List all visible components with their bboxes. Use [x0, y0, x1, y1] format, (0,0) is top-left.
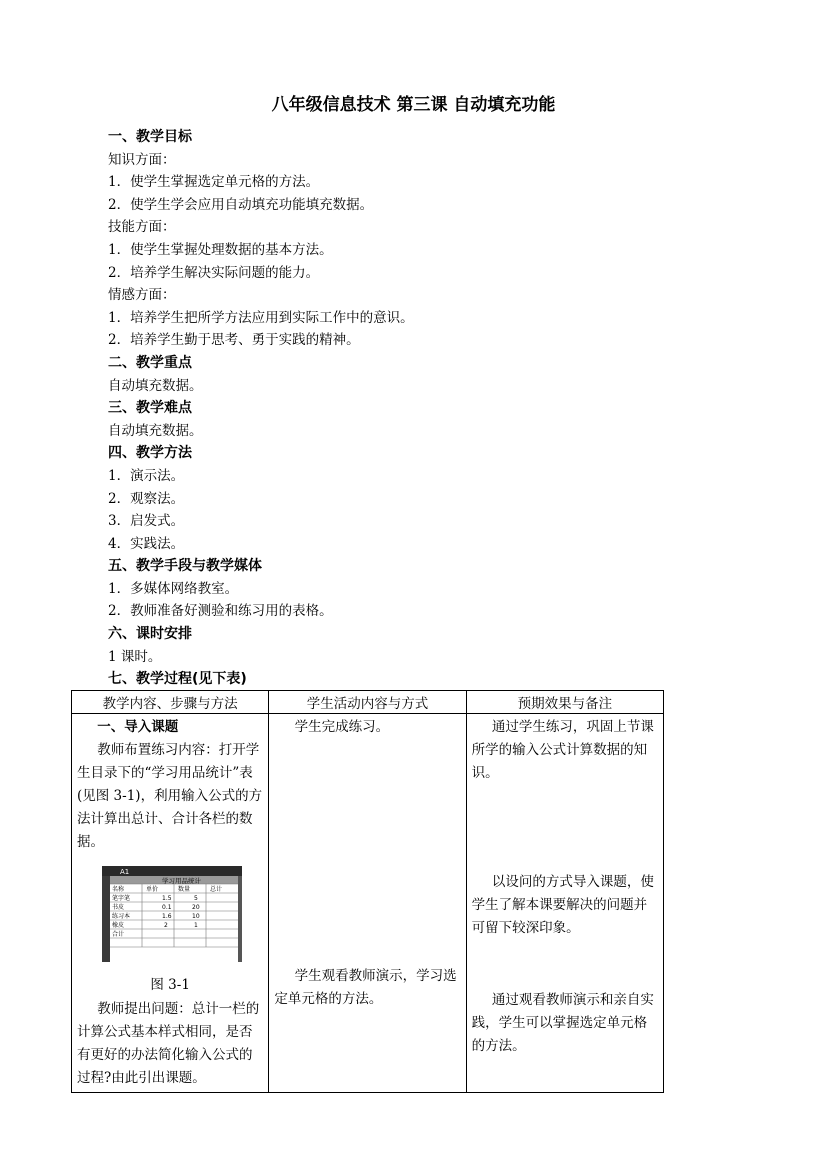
paragraph: 通过学生练习，巩固上节课所学的输入公式计算数据的知识。 — [471, 719, 654, 781]
table-cell-content — [466, 714, 663, 1093]
text-line: 2．教师准备好测验和练习用的表格。 — [108, 603, 333, 620]
text-line: 2．观察法。 — [108, 490, 185, 507]
table-header-cell: 学生活动内容与方式 — [269, 691, 466, 714]
text-line: 1．演示法。 — [108, 467, 185, 484]
text-line: 自动填充数据。 — [108, 377, 203, 394]
table-cell-content — [72, 714, 269, 1093]
svg-text:练习本: 练习本 — [112, 913, 131, 920]
svg-text:20: 20 — [192, 904, 200, 911]
text-line: 2．培养学生勤于思考、勇于实践的精神。 — [108, 332, 360, 349]
svg-text:1.5: 1.5 — [162, 895, 172, 902]
table-header-cell: 教学内容、步骤与方法 — [72, 691, 269, 714]
cell-ref-label: A1 — [120, 868, 130, 876]
table-row — [72, 714, 664, 1093]
figure-caption: 图 3-1 — [150, 977, 190, 993]
svg-text:名称: 名称 — [112, 886, 125, 893]
section-heading: 七、教学过程(见下表) — [108, 671, 247, 688]
table-cell-content — [269, 714, 466, 1093]
svg-text:5: 5 — [194, 895, 198, 902]
spreadsheet-screenshot — [102, 866, 242, 962]
spreadsheet-figure — [102, 866, 242, 962]
paragraph: 教师布置练习内容：打开学生目录下的“学习用品统计”表(见图 3-1)，利用输入公式的方法计算出总计、合计各栏的数据。 — [77, 742, 263, 850]
svg-text:书皮: 书皮 — [112, 904, 125, 911]
svg-text:2: 2 — [164, 922, 168, 929]
svg-text:1.6: 1.6 — [162, 913, 172, 920]
section-heading: 四、教学方法 — [108, 445, 192, 462]
text-line: 1．使学生掌握选定单元格的方法。 — [108, 174, 320, 191]
page-title: 八年级信息技术 第三课 自动填充功能 — [271, 95, 556, 115]
sheet-title: 学习用品统计 — [162, 877, 201, 885]
text-line: 自动填充数据。 — [108, 422, 203, 439]
text-line: 1．培养学生把所学方法应用到实际工作中的意识。 — [108, 309, 414, 326]
text-line: 2．培养学生解决实际问题的能力。 — [108, 264, 320, 281]
text-line: 2．使学生学会应用自动填充功能填充数据。 — [108, 196, 374, 213]
section-heading: 五、教学手段与教学媒体 — [108, 558, 262, 575]
svg-text:0.1: 0.1 — [162, 904, 172, 911]
paragraph: 学生观看教师演示，学习选定单元格的方法。 — [274, 968, 457, 1007]
paragraph: 学生完成练习。 — [294, 719, 390, 735]
text-line: 技能方面： — [108, 219, 176, 236]
section-heading: 二、教学重点 — [108, 354, 192, 371]
svg-text:橡皮: 橡皮 — [112, 922, 125, 929]
table-header-row — [72, 691, 664, 714]
text-line: 1．使学生掌握处理数据的基本方法。 — [108, 241, 333, 258]
text-line: 3．启发式。 — [108, 513, 185, 530]
document-body — [108, 126, 708, 691]
section-heading: 六、课时安排 — [108, 626, 192, 643]
text-line: 1．多媒体网络教室。 — [108, 580, 239, 597]
svg-text:合计: 合计 — [112, 931, 125, 938]
paragraph: 以设问的方式导入课题，使学生了解本课要解决的问题并可留下较深印象。 — [471, 874, 654, 936]
svg-text:1: 1 — [194, 922, 198, 929]
text-line: 情感方面： — [108, 287, 176, 304]
text-line: 4．实践法。 — [108, 535, 185, 552]
text-line: 1 课时。 — [108, 648, 162, 665]
text-line: 知识方面： — [108, 151, 176, 168]
svg-text:10: 10 — [192, 913, 200, 920]
teaching-process-table — [71, 690, 664, 1093]
svg-text:笔字笔: 笔字笔 — [112, 895, 131, 902]
paragraph: 通过观看教师演示和亲自实践，学生可以掌握选定单元格的方法。 — [471, 992, 654, 1054]
paragraph: 教师提出问题：总计一栏的计算公式基本样式相同，是否有更好的办法简化输入公式的过程?由此引出课题。 — [77, 1001, 260, 1086]
section-heading: 一、导入课题 — [97, 719, 179, 735]
svg-text:单价: 单价 — [146, 886, 159, 893]
section-heading: 一、教学目标 — [108, 129, 192, 145]
section-heading: 三、教学难点 — [108, 400, 192, 417]
svg-text:总计: 总计 — [210, 886, 223, 893]
svg-text:数量: 数量 — [178, 886, 191, 893]
table-header-cell: 预期效果与备注 — [466, 691, 663, 714]
